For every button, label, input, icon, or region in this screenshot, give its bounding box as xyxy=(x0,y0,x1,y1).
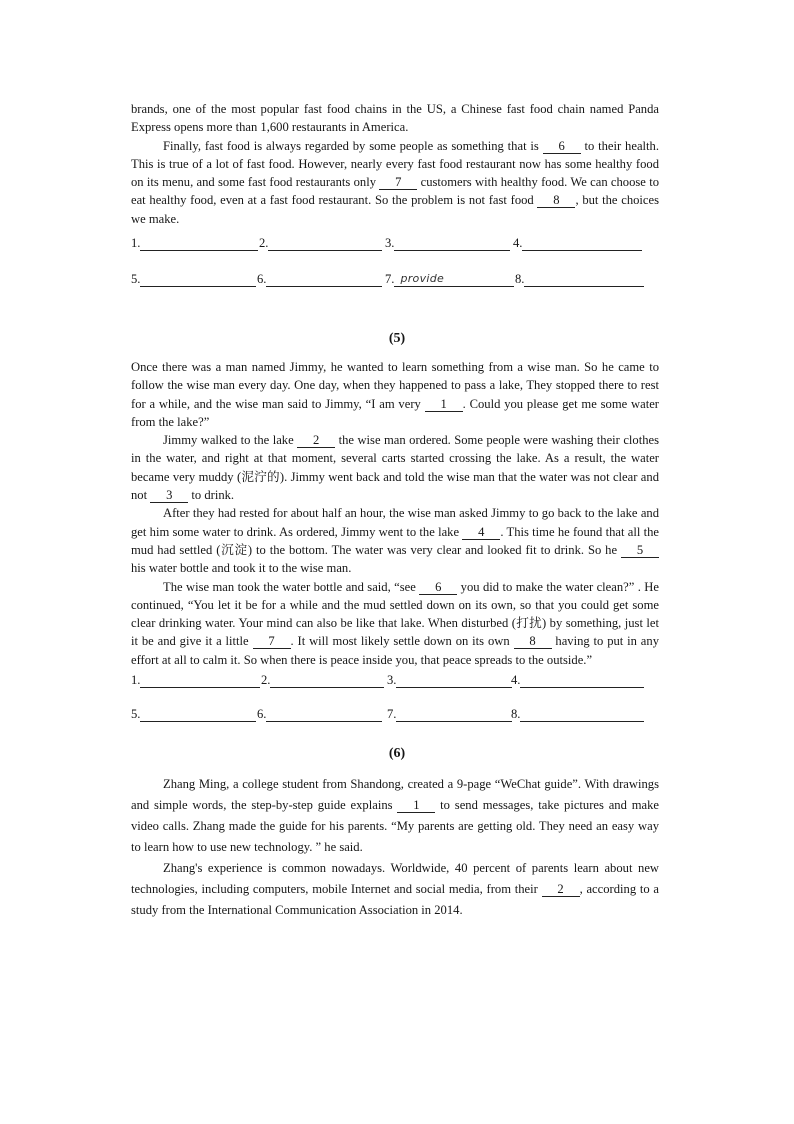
answer-slot-6[interactable]: 6. xyxy=(257,272,382,287)
passage-4-answer-lines xyxy=(131,236,651,292)
passage-5-paragraph-4: The wise man took the water bottle and said, “see 6 you did to make the water clean?” . He continued, “You let it be for a while and the mud settled down on its own, so that you could get some clear drinking water. Your mind can also be like that lake. When disturbed (打扰) by something, just let it be and give it a little 7 . It will most likely settle down on its own 8 having to put in any effort at all to calm it. So when there is peace inside you, that peace spreads to the outside.” xyxy=(131,579,659,667)
section-heading-6: (6) xyxy=(388,746,406,761)
blank-8: 8 xyxy=(537,194,575,208)
answer-row xyxy=(131,236,651,256)
answer-slot-2[interactable]: 2. xyxy=(259,236,382,251)
passage-6-paragraph-1: Zhang Ming, a college student from Shandong, created a 9-page “WeChat guide”. With drawings and simple words, the step-by-step guide explains 1 to send messages, take pictures and make video calls. Zhang made the guide for his parents. “My parents are getting old. They need an easy way to learn how to use new technology. ” he said. xyxy=(131,777,659,854)
answer-slot-4[interactable]: 4. xyxy=(511,673,644,688)
answer-slot-7[interactable]: 7. provide xyxy=(385,272,514,287)
answer-row xyxy=(131,673,651,693)
blank-7: 7 xyxy=(379,176,417,190)
answer-slot-4[interactable]: 4. xyxy=(513,236,642,251)
passage-6-text xyxy=(131,774,659,921)
blank-6: 6 xyxy=(543,140,581,154)
answer-slot-3[interactable]: 3. xyxy=(387,673,512,688)
passage-4-text xyxy=(131,100,659,228)
blank-4: 4 xyxy=(462,526,500,540)
passage-5-paragraph-3: After they had rested for about half an hour, the wise man asked Jimmy to go back to the lake and get him some water to drink. As ordered, Jimmy went to the lake 4 . This time he found that all the mud had settled (沉淀) to the bottom. The water was very clear and looked fit to drink. So he 5 his water bottle and took it to the wise man. xyxy=(131,506,659,576)
passage-4-paragraph-1: brands, one of the most popular fast food chains in the US, a Chinese fast food chain named Panda Express opens more than 1,600 restaurants in America. xyxy=(131,102,659,135)
answer-row xyxy=(131,272,651,292)
blank-1: 1 xyxy=(397,799,435,813)
answer-slot-8[interactable]: 8. xyxy=(515,272,644,287)
answer-slot-2[interactable]: 2. xyxy=(261,673,384,688)
passage-5-paragraph-1: Once there was a man named Jimmy, he wanted to learn something from a wise man. So he came to follow the wise man every day. One day, when they happened to pass a lake, They stopped there to rest for a while, and the wise man said to Jimmy, “I am very 1 . Could you please get me some water from the lake?” xyxy=(131,360,659,429)
passage-5-answer-lines xyxy=(131,673,651,727)
blank-5: 5 xyxy=(621,544,659,558)
answer-slot-5[interactable]: 5. xyxy=(131,707,256,722)
answer-row xyxy=(131,707,651,727)
section-heading-5: (5) xyxy=(388,331,406,346)
answer-slot-5[interactable]: 5. xyxy=(131,272,256,287)
blank-8: 8 xyxy=(514,635,552,649)
blank-7: 7 xyxy=(253,635,291,649)
blank-2: 2 xyxy=(542,883,580,897)
answer-slot-1[interactable]: 1. xyxy=(131,236,258,251)
passage-4-paragraph-2: Finally, fast food is always regarded by some people as something that is 6 to their health. This is true of a lot of fast food. However, nearly every fast food restaurant now has some healthy food on its menu, and some fast food restaurants only 7 customers with healthy food. We can choose to eat healthy food, even at a fast food restaurant. So the problem is not fast food 8 , but the choices we make. xyxy=(131,138,660,226)
answer-slot-1[interactable]: 1. xyxy=(131,673,260,688)
blank-2: 2 xyxy=(297,434,335,448)
passage-5-text xyxy=(131,358,659,669)
handwritten-answer: provide xyxy=(400,272,445,285)
blank-1: 1 xyxy=(425,398,463,412)
answer-slot-8[interactable]: 8. xyxy=(511,707,644,722)
passage-5-paragraph-2: Jimmy walked to the lake 2 the wise man ordered. Some people were washing their clothes in the water, and right at that moment, several carts started crossing the lake. As a result, the water became very muddy (泥泞的). Jimmy went back and told the wise man that the water was not clear and not 3 to drink. xyxy=(131,433,659,503)
answer-slot-6[interactable]: 6. xyxy=(257,707,382,722)
answer-slot-7[interactable]: 7. xyxy=(387,707,512,722)
blank-3: 3 xyxy=(150,489,188,503)
passage-6-paragraph-2: Zhang's experience is common nowadays. Worldwide, 40 percent of parents learn about new technologies, including computers, mobile Internet and social media, from their 2 , according to a study from the International Communication Association in 2014. xyxy=(131,861,659,917)
answer-slot-3[interactable]: 3. xyxy=(385,236,510,251)
blank-6: 6 xyxy=(419,581,457,595)
